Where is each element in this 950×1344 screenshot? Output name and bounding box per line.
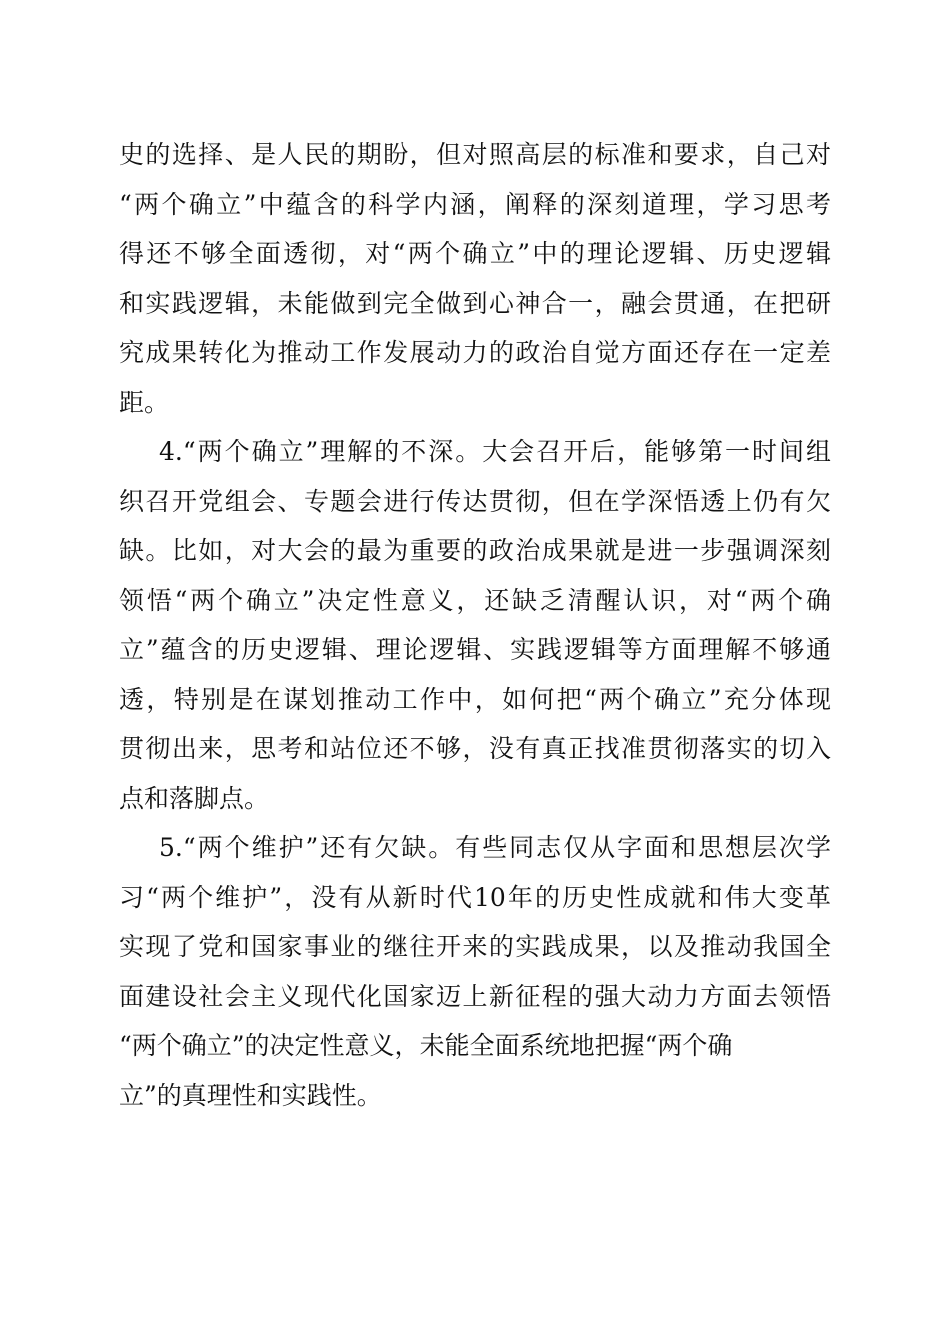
text-line: 点和落脚点。 <box>119 783 270 813</box>
text-line: “两个确立”的决定性意义，未能全面系统地把握“两个确 <box>119 1031 733 1060</box>
text-line: 得还不够全面透彻，对“两个确立”中的理论逻辑、历史逻辑 <box>119 239 831 268</box>
text-line: 实现了党和国家事业的继往开来的实践成果，以及推动我国全 <box>119 932 831 961</box>
paragraph-3 <box>119 823 831 1120</box>
text-line: 透，特别是在谋划推动工作中，如何把“两个确立”充分体现 <box>119 684 831 714</box>
text-line: 距。 <box>119 387 170 417</box>
text-line: 5.“两个维护”还有欠缺。有些同志仅从字面和思想层次学 <box>159 833 831 862</box>
text-line: 究成果转化为推动工作发展动力的政治自觉方面还存在一定差 <box>119 338 831 367</box>
text-line: 和实践逻辑，未能做到完全做到心神合一，融会贯通，在把研 <box>119 288 831 318</box>
text-line: 立”的真理性和实践性。 <box>119 1080 382 1110</box>
text-line: “两个确立”中蕴含的科学内涵，阐释的深刻道理，学习思考 <box>119 189 831 219</box>
paragraph-1 <box>119 130 831 427</box>
text-line: 缺。比如，对大会的最为重要的政治成果就是进一步强调深刻 <box>119 536 831 565</box>
text-line: 立”蕴含的历史逻辑、理论逻辑、实践逻辑等方面理解不够通 <box>119 635 831 664</box>
text-line: 习“两个维护”，没有从新时代10年的历史性成就和伟大变革 <box>119 882 831 912</box>
text-line: 领悟“两个确立”决定性意义，还缺乏清醒认识，对“两个确 <box>119 585 831 615</box>
paragraph-2 <box>119 427 831 823</box>
text-line: 4.“两个确立”理解的不深。大会召开后，能够第一时间组 <box>159 437 831 466</box>
text-line: 面建设社会主义现代化国家迈上新征程的强大动力方面去领悟 <box>119 981 831 1011</box>
document-body <box>119 130 831 1120</box>
text-line: 贯彻出来，思考和站位还不够，没有真正找准贯彻落实的切入 <box>119 734 831 763</box>
text-line: 史的选择、是人民的期盼，但对照高层的标准和要求，自己对 <box>119 140 831 169</box>
text-line: 织召开党组会、专题会进行传达贯彻，但在学深悟透上仍有欠 <box>119 486 831 516</box>
